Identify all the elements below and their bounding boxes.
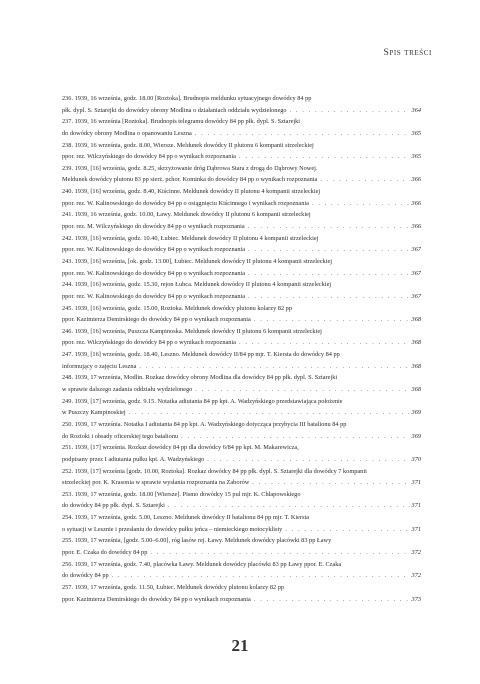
toc-entry-text: 245. 1939, [16] września, godz. 15.00, Roztoka. Meldunek dowódcy plutonu kolarzy 82 pp bbox=[62, 304, 292, 312]
toc-entry-text: ppor. rez. W. Kalinowskiego do dowódcy 84 pp o wynikach rozpoznania bbox=[62, 246, 246, 254]
toc-entry-line bbox=[62, 244, 421, 256]
toc-entry bbox=[62, 489, 421, 512]
toc-entry-text: ppor. Kazimierza Demirskiego do dowódcy 84 pp o wynikach rozpoznania bbox=[62, 316, 251, 324]
toc-entry-text: 243. 1939, [16] września, [ok. godz. 13.00], Łubiec. Meldunek dowódcy II plutonu 4 kompanii strzeleckiej bbox=[62, 257, 333, 265]
dot-leader bbox=[248, 244, 409, 256]
toc-page-ref: 367 bbox=[411, 269, 421, 277]
toc-page-ref: 367 bbox=[411, 246, 421, 254]
dot-leader bbox=[239, 151, 410, 163]
dot-leader bbox=[129, 407, 410, 419]
toc-entry bbox=[62, 442, 421, 465]
toc-page-ref: 371 bbox=[411, 502, 421, 510]
toc-entry-text: 248. 1939, 17 września, Modlin. Rozkaz dowódcy obrony Modlina dla dowódcy 84 pp płk. dypl. S. Sztarejki bbox=[62, 374, 338, 382]
toc-entry-line bbox=[62, 431, 421, 443]
toc-entry bbox=[62, 466, 421, 489]
toc-entry-text: 254. 1939, 17 września, godz. 5.00, Leszno. Meldunek dowódcy II batalionu 84 pp mjr. T. Kiersta bbox=[62, 514, 310, 522]
toc-entry bbox=[62, 256, 421, 279]
toc-entry-text: do dowódcy 84 pp bbox=[62, 572, 109, 580]
toc-entry-text: 247. 1939, [16] września, godz. 18.40, Leszno. Meldunek dowódcy II/84 pp mjr. T. Kiersta do dowódcy 84 pp bbox=[62, 351, 340, 359]
toc-entry bbox=[62, 582, 421, 605]
toc-entry-text: 255. 1939, 17 września, [godz. 5.00–6.00], róg lasów rej. Ławy. Meldunek dowódcy placówki 83 pp Ławy bbox=[62, 537, 332, 545]
toc-entry-text: 238. 1939, 16 września, godz. 8.00, Wiersze. Meldunek dowódcy II plutonu 6 kompanii strzeleckiej bbox=[62, 141, 314, 149]
toc-entry-line bbox=[62, 151, 421, 163]
toc-page-ref: 372 bbox=[411, 548, 421, 556]
toc-entry-line bbox=[62, 128, 421, 140]
toc-entry-text: podpisany przez I adiutanta pułku kpt. A. Wadzyńskiego bbox=[62, 455, 205, 463]
dot-leader bbox=[312, 198, 410, 210]
toc-entry bbox=[62, 93, 421, 116]
toc-entry-line bbox=[62, 535, 421, 547]
toc-entry-text: 253. 1939, 17 września, godz. 18.00 [Wiersze]. Pismo dowódcy 15 pul mjr. K. Chłapowskiego bbox=[62, 490, 301, 498]
toc-page-ref: 364 bbox=[411, 106, 421, 114]
toc-entry-line bbox=[62, 559, 421, 571]
toc-entry-line bbox=[62, 233, 421, 245]
toc-entry-text: 249. 1939, [17] września, godz. 9.15. Notatka adiutanta 84 pp kpt. A. Wadzyńskiego przedstawiająca położenie bbox=[62, 397, 343, 405]
toc-entry bbox=[62, 396, 421, 419]
toc-entry-text: 241. 1939, 16 września, godz. 10.00, Ławy. Meldunek dowódcy II plutonu 6 kompanii strzeleckiej bbox=[62, 211, 311, 219]
toc-entry-line bbox=[62, 570, 421, 582]
toc-entry-line bbox=[62, 489, 421, 501]
toc-entry-line bbox=[62, 279, 421, 291]
toc-entry bbox=[62, 372, 421, 395]
toc-entry-line bbox=[62, 349, 421, 361]
toc-entry-line bbox=[62, 594, 421, 606]
toc-page-ref: 371 bbox=[411, 525, 421, 533]
toc-entry-line bbox=[62, 384, 421, 396]
dot-leader bbox=[239, 337, 410, 349]
toc-entry-text: w Puszczy Kampinoskiej bbox=[62, 409, 126, 417]
toc-entry-text: do dowódcy 84 pp płk. dypl. S. Sztarejki bbox=[62, 502, 165, 510]
dot-leader bbox=[195, 384, 409, 396]
dot-leader bbox=[252, 477, 409, 489]
toc-entry bbox=[62, 233, 421, 256]
toc-entry-text: 256. 1939, 17 września, godz. 7.40, placówka Ławy. Meldunek dowódcy placówki 83 pp Ławy ppor. E. Czaka bbox=[62, 560, 342, 568]
toc-entry-line bbox=[62, 326, 421, 338]
toc-entry bbox=[62, 559, 421, 582]
toc-entry-text: ppor. Kazimierza Demirskiego do dowódcy 84 pp o wynikach rozpoznania bbox=[62, 595, 251, 603]
toc-page-ref: 371 bbox=[411, 479, 421, 487]
toc-entry-line bbox=[62, 314, 421, 326]
dot-leader bbox=[254, 594, 410, 606]
toc-page-ref: 372 bbox=[411, 572, 421, 580]
toc-entry-line bbox=[62, 221, 421, 233]
toc-entry-line bbox=[62, 174, 421, 186]
toc-entry-text: do dowódcy obrony Modlina o opanowaniu Leszna bbox=[62, 129, 192, 137]
toc-entry-text: ppor. rez. W. Kalinowskiego do dowódcy 84 pp o wynikach rozpoznania bbox=[62, 292, 246, 300]
toc-entry bbox=[62, 326, 421, 349]
toc-entry-line bbox=[62, 547, 421, 559]
dot-leader bbox=[207, 454, 409, 466]
toc-entry-line bbox=[62, 256, 421, 268]
toc-entry-line bbox=[62, 477, 421, 489]
dot-leader bbox=[248, 291, 409, 303]
dot-leader bbox=[195, 128, 410, 140]
toc-entry-text: Meldunek dowódcy plutonu 83 pp sierż. pchor. Kominka do dowódcy 84 pp o wynikach rozpoznania bbox=[62, 176, 318, 184]
toc-entry-line bbox=[62, 512, 421, 524]
toc-page-ref: 366 bbox=[411, 223, 421, 231]
toc-page-ref: 367 bbox=[411, 292, 421, 300]
dot-leader bbox=[181, 431, 409, 443]
toc-entry-text: ppor. rez. Wilczyńskiego do dowódcy 84 pp o wynikach rozpoznania bbox=[62, 153, 236, 161]
toc-entry-line bbox=[62, 454, 421, 466]
toc-page-ref: 368 bbox=[411, 362, 421, 370]
toc-entry bbox=[62, 535, 421, 558]
toc-entry-text: 246. 1939, [16] września, Puszcza Kampinoska. Meldunek dowódcy II plutonu 6 kompanii strzeleckiej bbox=[62, 327, 322, 335]
toc-entry bbox=[62, 209, 421, 232]
toc-entry-text: 244. 1939, [16] września, godz. 15.30, rejon Łubca. Meldunek dowódcy II plutonu 4 kompanii strzeleckiej bbox=[62, 281, 332, 289]
toc-entry bbox=[62, 140, 421, 163]
dot-leader bbox=[285, 524, 409, 536]
toc-entry-text: 237. 1939, 16 września [Roztoka]. Brudnopis telegramu dowódcy 84 pp płk. dypl. S. Sztarejki bbox=[62, 118, 301, 126]
toc-page-ref: 366 bbox=[411, 176, 421, 184]
dot-leader bbox=[248, 221, 410, 233]
table-of-contents bbox=[62, 93, 421, 605]
toc-entry-line bbox=[62, 93, 421, 105]
toc-entry-text: 251. 1939, [17] września. Rozkaz dowódcy 84 pp dla dowódcy 6/84 pp kpt. M. Makarewicza, bbox=[62, 444, 299, 452]
toc-entry bbox=[62, 279, 421, 302]
toc-entry bbox=[62, 303, 421, 326]
dot-leader bbox=[320, 174, 409, 186]
toc-entry-text: ppor. E. Czaka do dowódcy 84 pp bbox=[62, 548, 148, 556]
toc-entry bbox=[62, 116, 421, 139]
toc-entry-text: płk. dypl. S. Sztarejki do dowódcy obrony Modlina o działaniach oddziału wydzielonego bbox=[62, 106, 287, 114]
toc-entry-line bbox=[62, 186, 421, 198]
toc-page-ref: 365 bbox=[411, 129, 421, 137]
dot-leader bbox=[112, 570, 410, 582]
toc-entry-line bbox=[62, 303, 421, 315]
toc-entry-line bbox=[62, 582, 421, 594]
toc-page-ref: 368 bbox=[411, 339, 421, 347]
toc-page-ref: 369 bbox=[411, 409, 421, 417]
toc-entry-text: strzeleckiej por. K. Krasonia w sprawie wysłania rozpoznania na Zaborów bbox=[62, 479, 250, 487]
toc-entry-line bbox=[62, 407, 421, 419]
dot-leader bbox=[150, 547, 409, 559]
toc-page-ref: 365 bbox=[411, 153, 421, 161]
toc-entry-line bbox=[62, 163, 421, 175]
toc-entry-text: 239. 1939, [16] września, godz. 8.25, skrzyżowanie dróg Dąbrowa Stara z drogą do Dąbrowy Nowej. bbox=[62, 164, 318, 172]
toc-entry bbox=[62, 186, 421, 209]
toc-entry-text: 236. 1939, 16 września, godz. 18.00 [Roztoka]. Brudnopis meldunku sytuacyjnego dowódcy 84 pp bbox=[62, 95, 312, 102]
toc-page-ref: 373 bbox=[411, 595, 421, 603]
toc-entry bbox=[62, 419, 421, 442]
toc-entry-line bbox=[62, 396, 421, 408]
toc-entry-line bbox=[62, 140, 421, 152]
toc-entry-line bbox=[62, 419, 421, 431]
toc-entry-text: ppor. rez. Wilczyńskiego do dowódcy 84 pp o wynikach rozpoznania bbox=[62, 339, 236, 347]
dot-leader bbox=[168, 500, 410, 512]
toc-entry bbox=[62, 512, 421, 535]
toc-entry-line bbox=[62, 198, 421, 210]
page-number: 21 bbox=[231, 636, 249, 655]
toc-entry-line bbox=[62, 105, 421, 117]
dot-leader bbox=[248, 268, 409, 280]
toc-entry-text: 242. 1939, [16] września, godz. 10.40, Łubiec. Meldunek dowódcy II plutonu 4 kompanii strzeleckiej bbox=[62, 234, 319, 242]
toc-entry bbox=[62, 349, 421, 372]
dot-leader bbox=[254, 314, 410, 326]
toc-entry-line bbox=[62, 442, 421, 454]
toc-entry-text: w sprawie dalszego zadania oddziału wydzielonego bbox=[62, 386, 193, 394]
toc-entry-text: ppor. rez. W. Kalinowskiego do dowódcy 84 pp o osiągnięciu Kiścinnego i wynikach rozpoznania bbox=[62, 199, 309, 207]
toc-entry-text: do Roztoki i obsady oficerskiej tego batalionu bbox=[62, 432, 179, 440]
toc-page-ref: 369 bbox=[411, 432, 421, 440]
running-header: Spis treści bbox=[383, 48, 432, 58]
toc-entry-line bbox=[62, 500, 421, 512]
toc-page-ref: 368 bbox=[411, 386, 421, 394]
toc-entry-line bbox=[62, 291, 421, 303]
toc-entry-line bbox=[62, 116, 421, 128]
dot-leader bbox=[139, 361, 409, 373]
toc-entry-text: ppor. rez. W. Kalinowskiego do dowódcy 84 pp o wynikach rozpoznania bbox=[62, 269, 246, 277]
toc-entry-text: 257. 1939, 17 września, godz. 11.50, Łubiec. Meldunek dowódcy plutonu kolarzy 82 pp bbox=[62, 583, 285, 591]
toc-entry-line bbox=[62, 466, 421, 478]
toc-entry-text: 240. 1939, [16] września, godz. 8.40, Kiścinne. Meldunek dowódcy II plutonu 4 kompanii strzeleckiej bbox=[62, 188, 321, 196]
toc-page-ref: 370 bbox=[411, 455, 421, 463]
toc-entry-line bbox=[62, 361, 421, 373]
toc-entry-text: 250. 1939, 17 września. Notatka I adiutanta 84 pp kpt. A. Wadzyńskiego dotycząca przybycia III batalionu 84 pp bbox=[62, 420, 347, 428]
toc-entry-text: 252. 1939, [17] września [godz. 10.00, Roztoka]. Rozkaz dowódcy 84 pp płk. dypl. S. Sztarejki dla dowódcy 7 kompanii bbox=[62, 467, 367, 475]
toc-entry-text: informujący o zajęciu Leszna bbox=[62, 362, 137, 370]
toc-entry-line bbox=[62, 268, 421, 280]
toc-page-ref: 366 bbox=[411, 199, 421, 207]
toc-entry-text: ppor. rez. M. Wilczyńskiego do dowódcy 84 pp o wynikach rozpoznania bbox=[62, 223, 245, 231]
toc-entry-line bbox=[62, 524, 421, 536]
toc-entry bbox=[62, 163, 421, 186]
toc-entry-line bbox=[62, 209, 421, 221]
toc-page-ref: 368 bbox=[411, 316, 421, 324]
toc-entry-line bbox=[62, 372, 421, 384]
dot-leader bbox=[290, 105, 410, 117]
toc-entry-line bbox=[62, 337, 421, 349]
toc-entry-text: o sytuacji w Lesznie i przesłaniu do dowódcy pułku jeńca – niemieckiego motocyklisty bbox=[62, 525, 283, 533]
